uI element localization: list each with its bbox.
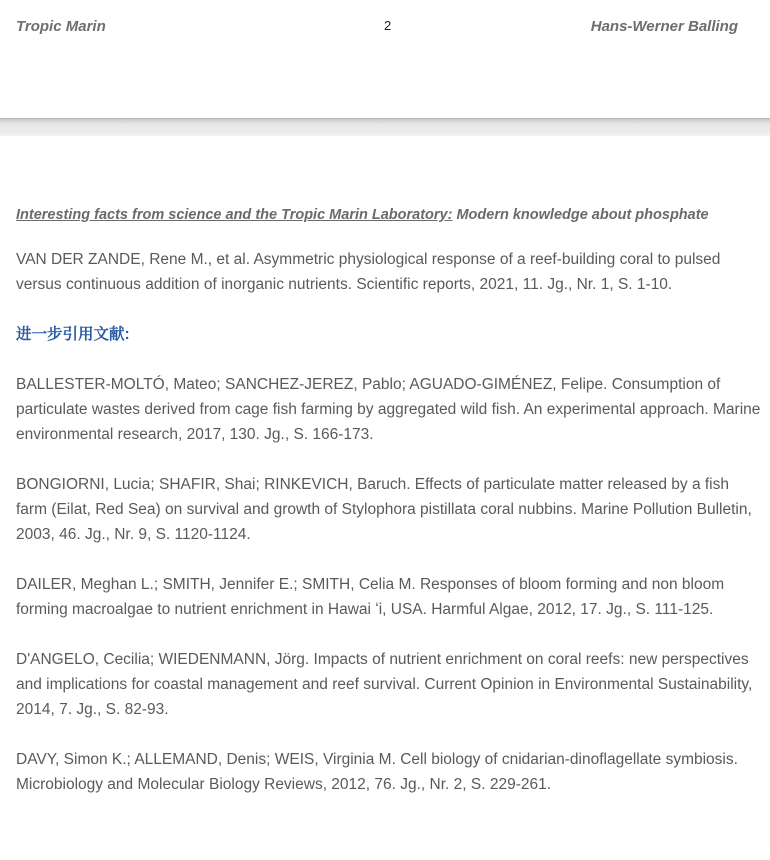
section-heading-rest: Modern knowledge about phosphate — [452, 207, 709, 223]
reference-entry: DAILER, Meghan L.; SMITH, Jennifer E.; SMITH, Celia M. Responses of bloom forming and non bloom forming macroalgae to nutrient enrichment in Hawai ʻi, USA. Harmful Algae, 2012, 17. Jg., S. 111-125. — [16, 576, 725, 618]
page-number: 2 — [384, 18, 392, 33]
section-heading — [16, 203, 764, 228]
reference-entry: D'ANGELO, Cecilia; WIEDENMANN, Jörg. Impacts of nutrient enrichment on coral reefs: new perspectives and implications for coastal management and reef survival. Current Opinion in Environmental Sustainability, 2014, 7. Jg., S. 82-93. — [16, 651, 753, 718]
section-heading-underlined: Interesting facts from science and the Tropic Marin Laboratory: — [16, 207, 453, 223]
header-left-title: Tropic Marin — [16, 18, 106, 35]
reference-entry: BONGIORNI, Lucia; SHAFIR, Shai; RINKEVICH, Baruch. Effects of particulate matter released by a fish farm (Eilat, Red Sea) on survival and growth of Stylophora pistillata coral nubbins. Marine Pollution Bulletin, 2003, 46. Jg., Nr. 9, S. 1120-1124. — [16, 476, 752, 543]
reference-entry: DAVY, Simon K.; ALLEMAND, Denis; WEIS, Virginia M. Cell biology of cnidarian-dinoflagellate symbiosis. Microbiology and Molecular Biology Reviews, 2012, 76. Jg., Nr. 2, S. 229-261. — [16, 751, 738, 793]
reference-entry: VAN DER ZANDE, Rene M., et al. Asymmetric physiological response of a reef-building coral to pulsed versus continuous addition of inorganic nutrients. Scientific reports, 2021, 11. Jg., Nr. 1, S. 1-10. — [16, 251, 721, 293]
page-separator — [0, 118, 770, 136]
further-references-heading: 进一步引用文献: — [16, 326, 130, 343]
header-author: Hans-Werner Balling — [590, 18, 738, 35]
reference-entry: BALLESTER-MOLTÓ, Mateo; SANCHEZ-JEREZ, Pablo; AGUADO-GIMÉNEZ, Felipe. Consumption of particulate wastes derived from cage fish farming by aggregated wild fish. An experimental approach. Marine environmental research, 2017, 130. Jg., S. 166-173. — [16, 376, 761, 443]
page-header — [0, 0, 770, 118]
page-content — [16, 203, 764, 822]
